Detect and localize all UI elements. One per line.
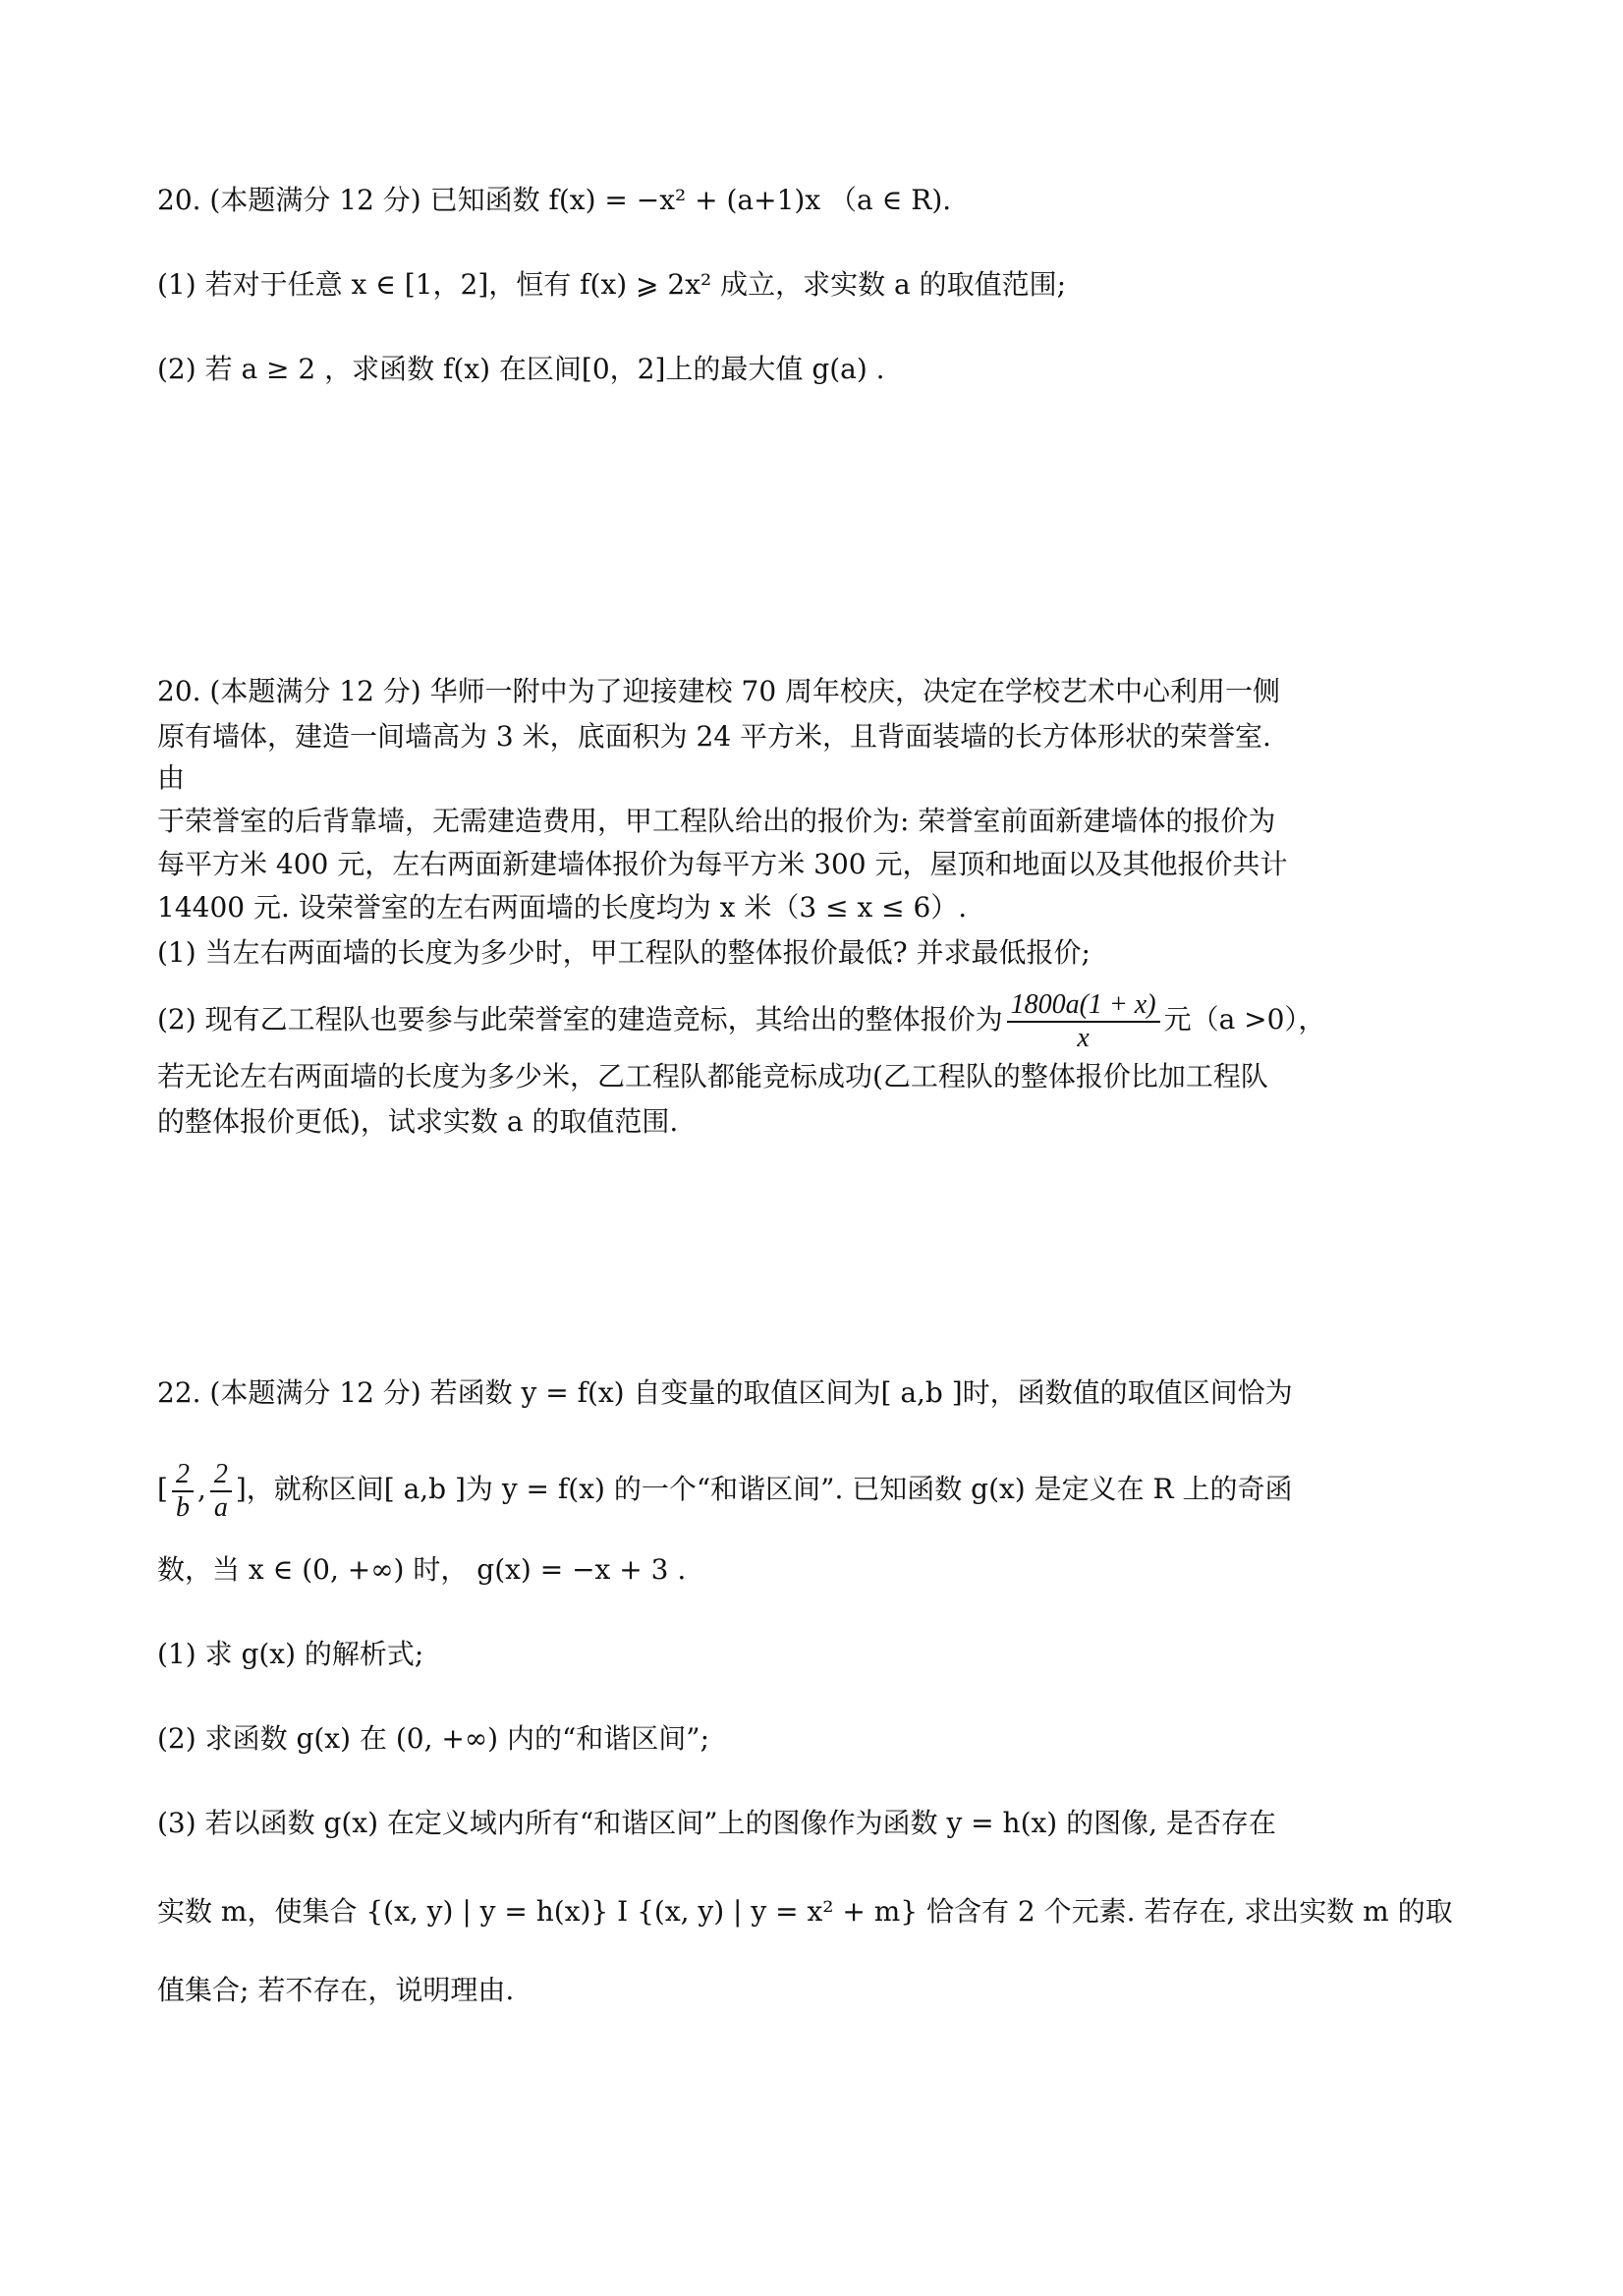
fraction-2-over-a-denominator: a	[213, 1491, 228, 1523]
q20b-line-8	[157, 982, 1325, 1057]
q20a-line-2: (1) 若对于任意 x ∈ [1，2]，恒有 f(x) ⩾ 2x² 成立，求实数 a 的取值范围;	[157, 268, 1067, 301]
fraction-2-over-b-denominator: b	[175, 1491, 190, 1523]
q20b-line-8-post: 元（a >0），	[1163, 1003, 1326, 1036]
q22-line-3: 数，当 x ∈ (0, +∞) 时， g(x) = −x + 3 .	[157, 1553, 687, 1586]
q22-line-2	[157, 1452, 1293, 1527]
q20a-line-1: 20. (本题满分 12 分) 已知函数 f(x) = −x² + (a+1)x （a ∈ R).	[157, 184, 952, 216]
q22-line-7: 实数 m，使集合 {(x, y) | y = h(x)} I {(x, y) | y = x² + m} 恰含有 2 个元素. 若存在, 求出实数 m 的取	[157, 1895, 1453, 1928]
q22-fraction-comma: ,	[196, 1473, 206, 1505]
q20b-line-7: (1) 当左右两面墙的长度为多少时，甲工程队的整体报价最低? 并求最低报价;	[157, 936, 1091, 969]
q22-line-5: (2) 求函数 g(x) 在 (0, +∞) 内的“和谐区间”;	[157, 1722, 710, 1755]
fraction-2-over-b-numerator: 2	[172, 1459, 194, 1492]
fraction-2-over-a	[210, 1459, 232, 1524]
fraction-2-over-a-numerator: 2	[210, 1459, 232, 1492]
q20b-line-3: 由	[157, 761, 186, 794]
q22-line-6: (3) 若以函数 g(x) 在定义域内所有“和谐区间”上的图像作为函数 y = h(x) 的图像, 是否存在	[157, 1807, 1276, 1839]
q20b-line-6: 14400 元. 设荣誉室的左右两面墙的长度均为 x 米（3 ≤ x ≤ 6）.	[157, 891, 968, 924]
price-fraction	[1007, 989, 1160, 1054]
q20b-line-10: 的整体报价更低)，试求实数 a 的取值范围.	[157, 1105, 679, 1138]
q20b-line-8-pre: (2) 现有乙工程队也要参与此荣誉室的建造竞标，其给出的整体报价为	[157, 1003, 1003, 1036]
q20b-line-9: 若无论左右两面墙的长度为多少米，乙工程队都能竞标成功(乙工程队的整体报价比加工程队	[157, 1060, 1268, 1092]
q22-line-4: (1) 求 g(x) 的解析式;	[157, 1638, 424, 1670]
fraction-2-over-b	[172, 1459, 194, 1524]
price-fraction-denominator: x	[1077, 1022, 1090, 1053]
q20a-line-3: (2) 若 a ≥ 2 ，求函数 f(x) 在区间[0，2]上的最大值 g(a) .	[157, 353, 885, 385]
q22-line-2-post: ]，就称区间[ a,b ]为 y = f(x) 的一个“和谐区间”. 已知函数 g(x) 是定义在 R 上的奇函	[235, 1473, 1293, 1505]
price-fraction-numerator: 1800a(1 + x)	[1007, 989, 1160, 1023]
q22-line-1: 22. (本题满分 12 分) 若函数 y = f(x) 自变量的取值区间为[ a,b ]时，函数值的取值区间恰为	[157, 1376, 1293, 1409]
q20b-line-5: 每平方米 400 元，左右两面新建墙体报价为每平方米 300 元，屋顶和地面以及其他报价共计	[157, 848, 1288, 880]
q22-bracket-open: [	[157, 1473, 168, 1505]
q20b-line-4: 于荣誉室的后背靠墙，无需建造费用，甲工程队给出的报价为: 荣誉室前面新建墙体的报价为	[157, 805, 1276, 837]
q20b-line-2: 原有墙体，建造一间墙高为 3 米，底面积为 24 平方米，且背面装墙的长方体形状的荣誉室.	[157, 720, 1271, 753]
q22-line-8: 值集合; 若不存在，说明理由.	[157, 1974, 515, 2006]
q20b-line-1: 20. (本题满分 12 分) 华师一附中为了迎接建校 70 周年校庆，决定在学校艺术中心利用一侧	[157, 675, 1281, 707]
